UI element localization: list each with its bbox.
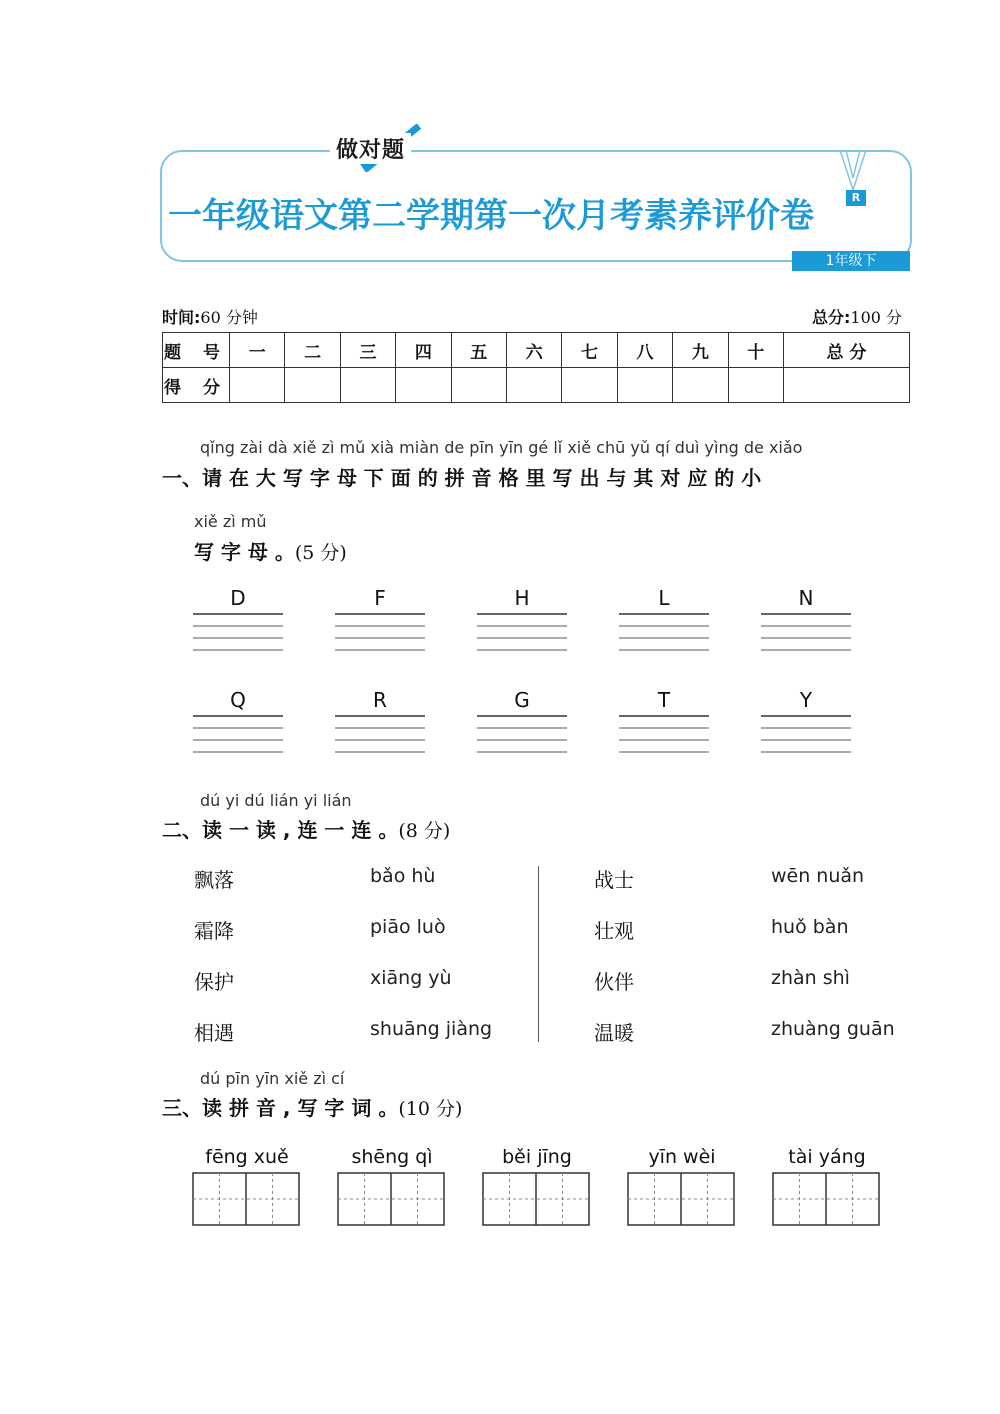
score-table bbox=[162, 332, 910, 403]
score-input-cell[interactable] bbox=[562, 368, 617, 403]
q1-text-line2 bbox=[194, 536, 347, 565]
q1-pinyin-line1: qǐng zài dà xiě zì mǔ xià miàn de pīn yīn gé lǐ xiě chū yǔ qí duì yìng de xiǎo bbox=[200, 438, 803, 457]
brand-logo: 做对题 bbox=[330, 133, 411, 164]
left-word[interactable]: 保护 bbox=[194, 970, 234, 994]
time-label: 时间: bbox=[162, 308, 201, 327]
q1-text-line1: 一、请 在 大 写 字 母 下 面 的 拼 音 格 里 写 出 与 其 对 应 的 小 bbox=[162, 466, 762, 490]
letter-cell bbox=[619, 586, 709, 658]
uppercase-letter: F bbox=[374, 586, 386, 610]
total-info bbox=[812, 305, 902, 328]
table-cell: 总 分 bbox=[783, 333, 909, 368]
letter-cell bbox=[761, 586, 851, 658]
total-label: 总分: bbox=[812, 308, 851, 327]
right-word[interactable]: 温暖 bbox=[594, 1021, 634, 1045]
tianzige-box[interactable] bbox=[482, 1172, 590, 1226]
score-input-cell[interactable] bbox=[396, 368, 451, 403]
score-input-cell[interactable] bbox=[673, 368, 728, 403]
tianzige-box[interactable] bbox=[337, 1172, 445, 1226]
pinyin-writing-lines[interactable] bbox=[477, 714, 567, 756]
tianzige-box[interactable] bbox=[627, 1172, 735, 1226]
q3-score: (10 分) bbox=[398, 1098, 463, 1120]
pinyin-writing-lines[interactable] bbox=[335, 714, 425, 756]
q2-pinyin: dú yi dú lián yi lián bbox=[200, 791, 352, 810]
q2-heading bbox=[162, 814, 450, 843]
time-info bbox=[162, 305, 258, 328]
score-input-cell[interactable] bbox=[451, 368, 506, 403]
word-pinyin: tài yáng bbox=[788, 1146, 866, 1168]
pinyin-writing-lines[interactable] bbox=[761, 714, 851, 756]
table-cell: 十 bbox=[728, 333, 783, 368]
letter-cell bbox=[477, 586, 567, 658]
q3-text: 三、读 拼 音 , 写 字 词 。 bbox=[162, 1096, 399, 1120]
uppercase-letter: N bbox=[798, 586, 814, 610]
pinyin-writing-lines[interactable] bbox=[619, 612, 709, 654]
letter-cell bbox=[193, 586, 283, 658]
pinyin-writing-lines[interactable] bbox=[193, 612, 283, 654]
word-pinyin: yīn wèi bbox=[648, 1146, 716, 1168]
table-cell: 五 bbox=[451, 333, 506, 368]
word-pinyin: fēng xuě bbox=[205, 1146, 289, 1168]
word-pinyin: shēng qì bbox=[351, 1146, 433, 1168]
word-writing-item bbox=[627, 1146, 737, 1226]
uppercase-letter: R bbox=[373, 688, 387, 712]
table-cell: 九 bbox=[673, 333, 728, 368]
left-word[interactable]: 霜降 bbox=[194, 919, 234, 943]
table-cell: 题 号 bbox=[163, 333, 230, 368]
table-cell: 六 bbox=[506, 333, 561, 368]
uppercase-letter: Q bbox=[230, 688, 246, 712]
pinyin-writing-lines[interactable] bbox=[761, 612, 851, 654]
letter-cell bbox=[761, 688, 851, 760]
table-cell: 四 bbox=[396, 333, 451, 368]
word-writing-item bbox=[192, 1146, 302, 1226]
table-cell: 一 bbox=[230, 333, 285, 368]
right-pinyin[interactable]: huǒ bàn bbox=[771, 916, 849, 938]
left-word[interactable]: 飘落 bbox=[194, 868, 234, 892]
uppercase-letter: H bbox=[514, 586, 530, 610]
pinyin-writing-lines[interactable] bbox=[335, 612, 425, 654]
pinyin-writing-lines[interactable] bbox=[619, 714, 709, 756]
score-input-cell[interactable] bbox=[340, 368, 395, 403]
uppercase-letter: T bbox=[657, 688, 671, 712]
score-input-cell[interactable] bbox=[506, 368, 561, 403]
score-input-cell[interactable] bbox=[728, 368, 783, 403]
q1-score: (5 分) bbox=[294, 542, 347, 564]
table-cell: 三 bbox=[340, 333, 395, 368]
q3-pinyin: dú pīn yīn xiě zì cí bbox=[200, 1069, 345, 1088]
table-cell: 二 bbox=[285, 333, 340, 368]
table-cell: 七 bbox=[562, 333, 617, 368]
column-divider bbox=[538, 866, 539, 1042]
uppercase-letter: Y bbox=[799, 688, 813, 712]
pinyin-writing-lines[interactable] bbox=[193, 714, 283, 756]
q2-text: 二、读 一 读 , 连 一 连 。 bbox=[162, 818, 399, 842]
right-pinyin[interactable]: zhàn shì bbox=[771, 967, 850, 989]
letter-cell bbox=[335, 586, 425, 658]
right-pinyin[interactable]: wēn nuǎn bbox=[771, 865, 865, 887]
word-pinyin: běi jīng bbox=[502, 1146, 572, 1168]
table-row bbox=[163, 333, 910, 368]
q1-text: 写 字 母 。 bbox=[194, 540, 295, 564]
left-pinyin[interactable]: piāo luò bbox=[370, 916, 446, 938]
q3-heading bbox=[162, 1092, 462, 1121]
grade-tag: 1年级下 bbox=[792, 251, 910, 271]
left-pinyin[interactable]: xiāng yù bbox=[370, 967, 452, 989]
left-pinyin[interactable]: bǎo hù bbox=[370, 865, 436, 887]
tianzige-box[interactable] bbox=[772, 1172, 880, 1226]
letter-cell bbox=[193, 688, 283, 760]
q2-score: (8 分) bbox=[398, 820, 451, 842]
word-writing-item bbox=[772, 1146, 882, 1226]
right-word[interactable]: 战士 bbox=[594, 868, 634, 892]
total-value: 100 分 bbox=[850, 308, 903, 327]
score-input-cell[interactable] bbox=[230, 368, 285, 403]
tianzige-box[interactable] bbox=[192, 1172, 300, 1226]
right-pinyin[interactable]: zhuàng guān bbox=[771, 1018, 895, 1040]
left-pinyin[interactable]: shuāng jiàng bbox=[370, 1018, 493, 1040]
decor-v-icon bbox=[838, 150, 868, 194]
table-row bbox=[163, 368, 910, 403]
uppercase-letter: L bbox=[658, 586, 670, 610]
page-title: 一年级语文第二学期第一次月考素养评价卷 bbox=[168, 196, 814, 236]
pinyin-writing-lines[interactable] bbox=[477, 612, 567, 654]
word-writing-item bbox=[337, 1146, 447, 1226]
score-input-cell[interactable] bbox=[617, 368, 672, 403]
right-word[interactable]: 壮观 bbox=[594, 919, 634, 943]
time-value: 60 分钟 bbox=[200, 308, 258, 327]
left-word[interactable]: 相遇 bbox=[194, 1021, 234, 1045]
edition-badge: R bbox=[846, 190, 866, 206]
score-input-cell[interactable] bbox=[285, 368, 340, 403]
uppercase-letter: D bbox=[230, 586, 246, 610]
letter-cell bbox=[335, 688, 425, 760]
uppercase-letter: G bbox=[514, 688, 530, 712]
q1-pinyin-line2: xiě zì mǔ bbox=[194, 512, 267, 531]
table-cell: 得 分 bbox=[163, 368, 230, 403]
letter-cell bbox=[619, 688, 709, 760]
score-input-cell[interactable] bbox=[783, 368, 909, 403]
right-word[interactable]: 伙伴 bbox=[594, 970, 634, 994]
word-writing-item bbox=[482, 1146, 592, 1226]
letter-cell bbox=[477, 688, 567, 760]
table-cell: 八 bbox=[617, 333, 672, 368]
